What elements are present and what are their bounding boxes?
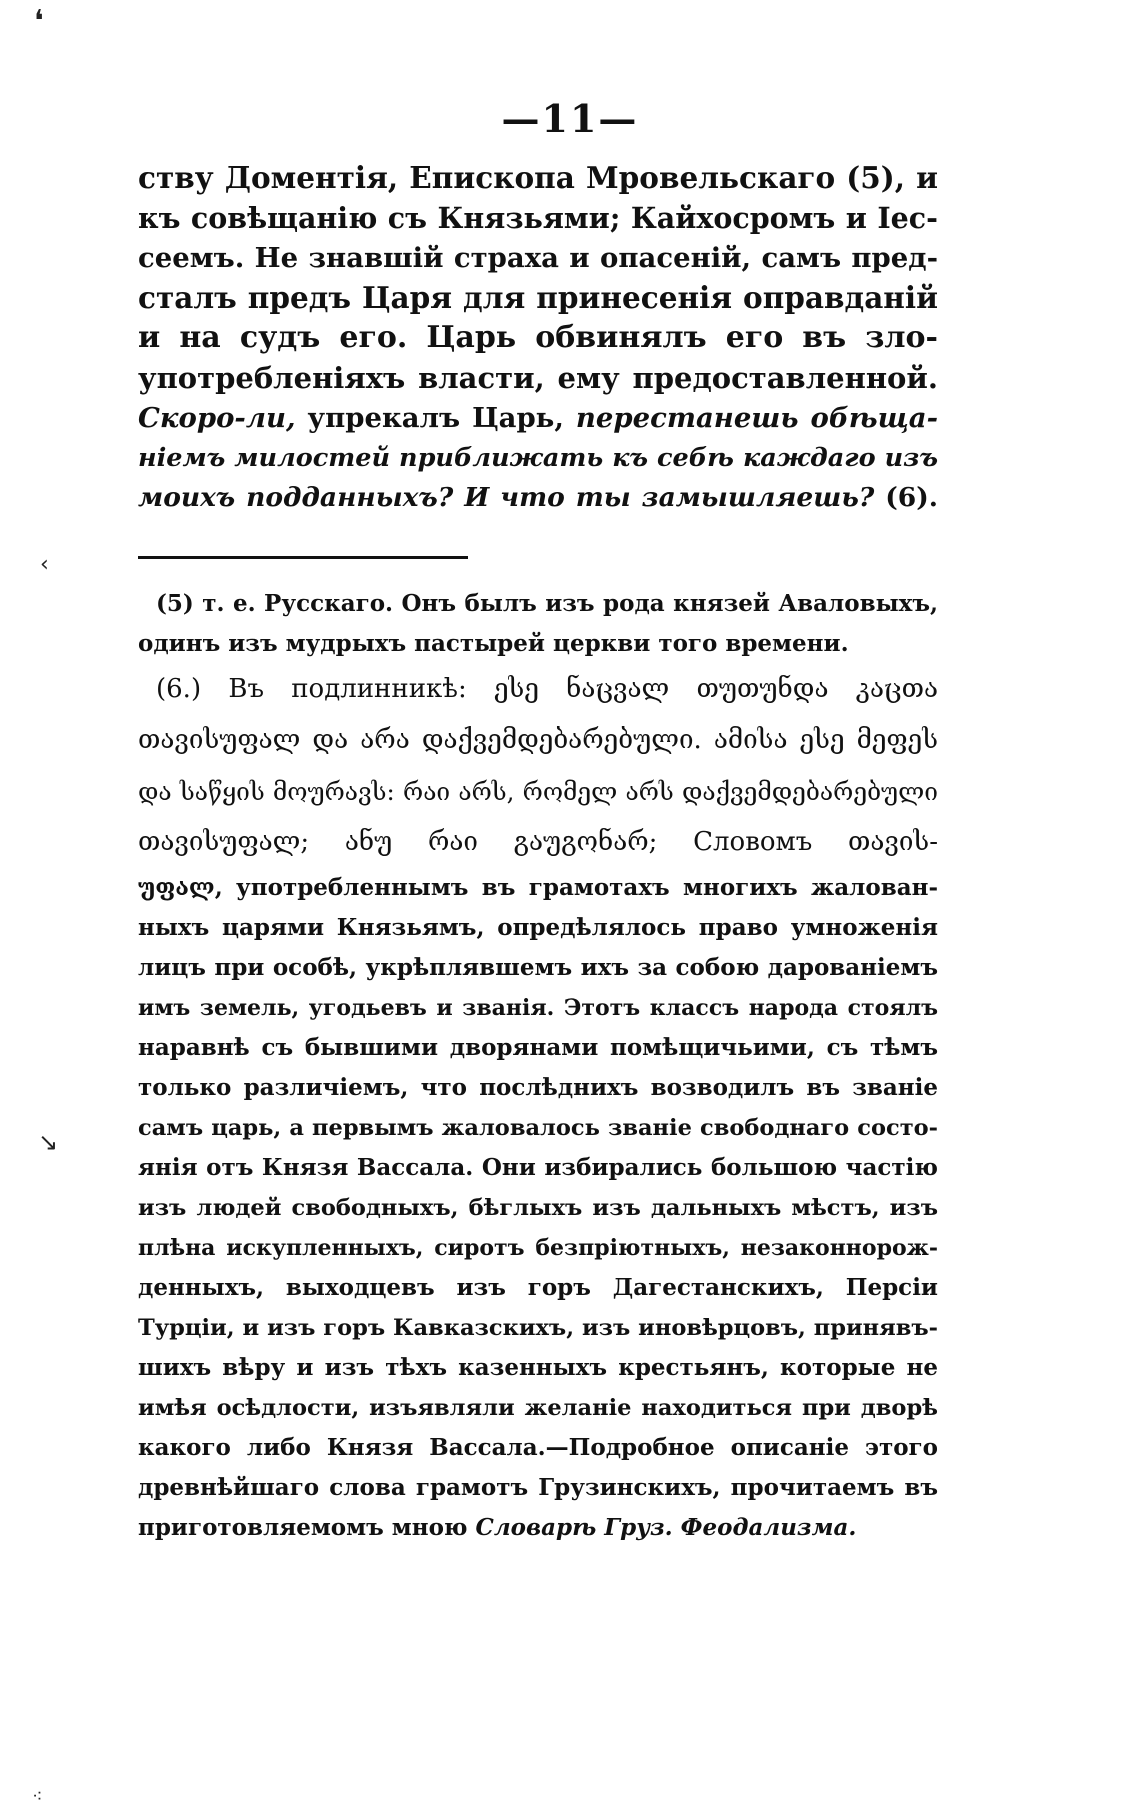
italic-speech: перестанешь обѣща- [575, 402, 938, 434]
text-line: ству Доментія, Епископа Мровельскаго (5), и [138, 160, 938, 195]
footnote-line: янія отъ Князя Вассала. Они избирались большою частію [138, 1154, 938, 1181]
footnote-line: только различіемъ, что послѣднихъ возводилъ въ званіе [138, 1074, 938, 1101]
footnote-line: имѣя осѣдлости, изъявляли желаніе находиться при дворѣ [138, 1395, 938, 1421]
footnote-line: (6.) Въ подлинникѣ: ესე ნაცვალ თუთუნდა კაცთა [156, 674, 938, 704]
footnote-line: თავისუფალ და არა დაქვემდებარებული. ამისა ესე მეფეს [138, 725, 938, 755]
footnote-line: და საწყის მოურავს: რაი არს, რომელ არს დაქვემდებარებული [138, 777, 938, 806]
page-number: —11— [501, 96, 639, 141]
text-line: ніемъ милостей приближать къ себѣ каждаго изъ [138, 443, 938, 473]
footnote-separator [138, 556, 468, 559]
footnote-line: какого либо Князя Вассала.—Подробное описаніе этого [138, 1434, 938, 1461]
text-line: и на судъ его. Царь обвинялъ его въ зло- [138, 320, 938, 355]
footnote-line: უფალ, употребленнымъ въ грамотахъ многихъ жалован- [138, 874, 938, 901]
footnote-line: плѣна искупленныхъ, сиротъ безпріютныхъ, незаконнорож- [138, 1235, 938, 1261]
footnote-line: наравнѣ съ бывшими дворянами помѣщичьими, съ тѣмъ [138, 1034, 938, 1061]
italic-speech: Скоро-ли, [138, 402, 296, 434]
narration: упрекалъ Царь, [295, 402, 576, 434]
margin-speck: ⁖ [32, 1786, 43, 1807]
footnote-line: денныхъ, выходцевъ изъ горъ Дагестанскихъ, Персіи [138, 1274, 938, 1301]
margin-speck: ↘ [38, 1128, 59, 1156]
text-line: къ совѣщанію съ Князьями; Кайхосромъ и Іес- [138, 201, 938, 235]
footnote-line: самъ царь, а первымъ жаловалось званіе свободнаго состо- [138, 1115, 938, 1141]
text-line [138, 478, 938, 518]
footnote-line: одинъ изъ мудрыхъ пастырей церкви того времени. [138, 630, 849, 657]
text-line: сеемъ. Не знавшій страха и опасеній, самъ пред- [138, 242, 938, 274]
footnote-line: თავისუფალ; ანუ რაი გაუგონარ; Словомъ თავის- [138, 827, 938, 857]
footnote-line: шихъ вѣру и изъ тѣхъ казенныхъ крестьянъ, которые не [138, 1354, 938, 1381]
margin-speck: ❛ [34, 4, 44, 39]
footnote-line: имъ земель, угодьевъ и званія. Этотъ классъ народа стоялъ [138, 995, 938, 1021]
footnote-line: древнѣйшаго слова грамотъ Грузинскихъ, прочитаемъ въ [138, 1474, 938, 1501]
footnote-line: изъ людей свободныхъ, бѣглыхъ изъ дальныхъ мѣстъ, изъ [138, 1195, 938, 1221]
footnote-text: приготовляемомъ мною [138, 1514, 476, 1541]
margin-speck: ‹ [40, 552, 49, 577]
footnote-line: ныхъ царями Князьямъ, опредѣлялось право умноженія [138, 914, 938, 941]
footnote-line [138, 1508, 938, 1548]
main-text [138, 158, 938, 518]
footnote-line: (5) т. е. Русскаго. Онъ былъ изъ рода князей Аваловыхъ, [156, 590, 938, 617]
footnote-line: Турціи, и изъ горъ Кавказскихъ, изъ иновѣрцовъ, принявъ- [138, 1315, 938, 1341]
footnote-line: лицъ при особѣ, укрѣплявшемъ ихъ за собою дарованіемъ [138, 954, 938, 981]
text-line: употребленіяхъ власти, ему предоставленной. [138, 361, 938, 395]
italic-speech: моихъ подданныхъ? И что ты замышляешь? [138, 482, 875, 513]
book-title: Словарѣ Груз. Феодализма. [475, 1514, 857, 1541]
footnotes [138, 584, 938, 1548]
text-line: сталъ предъ Царя для принесенія оправданій [138, 280, 938, 315]
text-line [138, 398, 938, 438]
footnote-ref: (6). [874, 482, 938, 513]
